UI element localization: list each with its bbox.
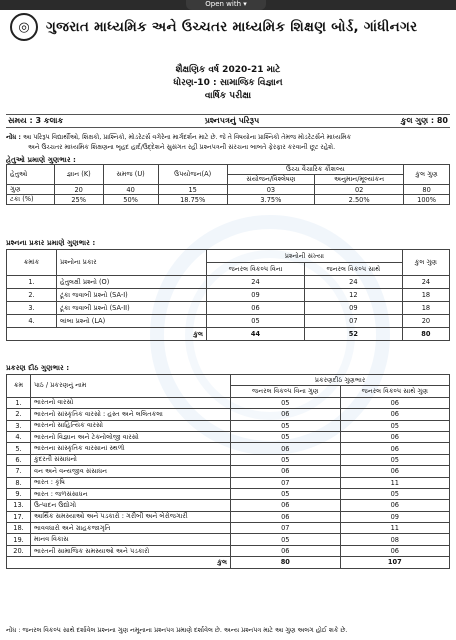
cell: 4. [7, 315, 57, 328]
cell-with: 06 [340, 409, 449, 420]
cell: 06 [207, 302, 305, 315]
cell: 24 [207, 276, 305, 289]
cell-no: 2. [7, 409, 31, 420]
header-without: જનરલ વિકલ્પ વિના [207, 263, 305, 276]
cell: 80 [404, 185, 450, 195]
cell-without: 06 [231, 545, 341, 556]
row-label: ટકા (%) [7, 195, 55, 205]
cell: 80 [402, 328, 449, 341]
cell-without: 05 [231, 431, 341, 442]
header-synthesis: સંયોજન/વિશ્લેષણ [227, 175, 315, 185]
cell: 15 [158, 185, 227, 195]
cell: 40 [103, 185, 158, 195]
table-row [7, 477, 450, 488]
cell-name: આર્થિક સમસ્યાઓ અને પડકારો : ગરીબી અને બેરોજગારી [31, 511, 231, 522]
cell: 09 [304, 302, 402, 315]
cell: 03 [227, 185, 315, 195]
cell-no: 18. [7, 523, 31, 534]
cell: 09 [207, 289, 305, 302]
table-row [7, 195, 450, 205]
header-hots: ઉચ્ચ વૈચારિક કૌશલ્ય [227, 165, 404, 175]
cell-without: 05 [231, 488, 341, 499]
objectives-table [6, 164, 450, 205]
cell: 50% [103, 195, 158, 205]
question-types-title: પ્રશ્નના પ્રકાર પ્રમાણે ગુણભાર : [6, 238, 96, 247]
academic-year: શૈક્ષણિક વર્ષ 2020-21 માટે [175, 65, 281, 75]
cell-no: 9. [7, 488, 31, 499]
cell-no: 19. [7, 534, 31, 545]
cell: 100% [404, 195, 450, 205]
cell-no: 20. [7, 545, 31, 556]
table-row [7, 500, 450, 511]
cell: લાંબા પ્રશ્નો (LA) [57, 315, 207, 328]
cell-no: 8. [7, 477, 31, 488]
cell-no: 3. [7, 420, 31, 431]
meta-row [6, 114, 450, 128]
cell-without: 05 [231, 397, 341, 408]
cell-name: ઉત્પાદન ઉદ્યોગો [31, 500, 231, 511]
cell: 18 [402, 302, 449, 315]
cell-with: 09 [340, 511, 449, 522]
cell-no: 6. [7, 454, 31, 465]
cell-with: 06 [340, 545, 449, 556]
cell-name: ભારતનો વિજ્ઞાન અને ટેક્નોલોજી વારસો [31, 431, 231, 442]
cell: 3.75% [227, 195, 315, 205]
cell: 02 [315, 185, 404, 195]
cell-with: 06 [340, 443, 449, 454]
cell-name: ભારતના સાંસ્કૃતિક વારસાનાં સ્થળો [31, 443, 231, 454]
footer-note: નોંધ : જનરલ વિકલ્પ સાથે દર્શાવેલ પ્રશ્નના ગુણ નમૂનાના પ્રશ્નપત્ર પ્રમાણે દર્શાવેલ છે. અન્ય પ્રશ્નપત્ર માટે આ ગુણ અલગ હોઈ શકે છે. [6, 626, 348, 634]
table-row [7, 409, 450, 420]
open-with-button[interactable]: Open with ▾ [186, 0, 266, 10]
instruction-note [6, 132, 450, 152]
exam-title: વાર્ષિક પરીક્ષા [204, 91, 252, 101]
cell: ટૂંકા જવાબી પ્રશ્નો (SA-II) [57, 302, 207, 315]
header-with: જનરલ વિકલ્પ સાથે ગુણ [340, 386, 449, 397]
header-total: કુલ ગુણ [402, 250, 449, 276]
header-weight: પ્રકરણદીઠ ગુણભાર [231, 375, 450, 386]
cell-name: ભારતની સામાજિક સમસ્યાઓ અને પડકારો [31, 545, 231, 556]
header-without: જનરલ વિકલ્પ વિના ગુણ [231, 386, 341, 397]
cell-name: કુદરતી સંસાધનો [31, 454, 231, 465]
chapters-title: પ્રકરણ દીઠ ગુણભાર : [6, 363, 70, 372]
cell: 24 [402, 276, 449, 289]
cell-name: ભારતનો વારસો [31, 397, 231, 408]
cell: 25% [54, 195, 103, 205]
cell-with: 11 [340, 523, 449, 534]
cell-name: ભારતનો સાંસ્કૃતિક વારસો : હસ્ત અને લલિતકલા [31, 409, 231, 420]
table-row [7, 431, 450, 442]
table-row [7, 289, 450, 302]
header-total: કુલ ગુણ [404, 165, 450, 185]
cell-with: 05 [340, 488, 449, 499]
cell: 20 [54, 185, 103, 195]
cell-without: 07 [231, 477, 341, 488]
cell-without: 06 [231, 511, 341, 522]
cell-no: 7. [7, 466, 31, 477]
cell: 12 [304, 289, 402, 302]
board-name: ગુજરાત માધ્યમિક અને ઉચ્ચતર માધ્યમિક શિક્ષણ બોર્ડ, ગાંધીનગર [46, 19, 418, 35]
cell: 18.75% [158, 195, 227, 205]
cell: 44 [207, 328, 305, 341]
cell: 52 [304, 328, 402, 341]
blueprint-label: પ્રશ્નપત્રનું પરિરૂપ [204, 116, 260, 125]
header-objective: હેતુઓ [7, 165, 55, 185]
cell-without: 05 [231, 454, 341, 465]
table-row [7, 511, 450, 522]
table-row [7, 185, 450, 195]
header-no: ક્રમાંક [7, 250, 57, 276]
cell-without: 05 [231, 534, 341, 545]
header-understanding: સમજ (U) [103, 165, 158, 185]
cell: હેતુલક્ષી પ્રશ્નો (O) [57, 276, 207, 289]
table-row [7, 534, 450, 545]
note-line-2: અને ઉચ્ચતર માધ્યમિક શિક્ષણના બૃહદ હાર્દ/ઉદ્દેશને સુસંગત રહી પ્રશ્નપત્રની સંરચના બાબતે ફેરફાર કરવાની છૂટ રહેશે. [28, 143, 336, 151]
cell: 05 [207, 315, 305, 328]
cell: 2. [7, 289, 57, 302]
question-types-table [6, 249, 450, 341]
exam-time: સમય : 3 કલાક [8, 116, 64, 125]
cell-without: 06 [231, 443, 341, 454]
cell: 1. [7, 276, 57, 289]
cell: 80 [231, 557, 341, 568]
cell-with: 11 [340, 477, 449, 488]
total-label: કુલ [7, 557, 231, 568]
header-knowledge: જ્ઞાન (K) [54, 165, 103, 185]
table-row [7, 315, 450, 328]
cell-name: માનવ વિકાસ [31, 534, 231, 545]
note-label: નોંધ : [6, 133, 21, 141]
row-label: ગુણ [7, 185, 55, 195]
table-row [7, 397, 450, 408]
cell-without: 05 [231, 420, 341, 431]
cell-with: 08 [340, 534, 449, 545]
header-evaluation: અનુમાન/મૂલ્યાંકન [315, 175, 404, 185]
total-row [7, 557, 450, 568]
header-type: પ્રશ્નોના પ્રકાર [57, 250, 207, 276]
header-count: પ્રશ્નોની સંખ્યા [207, 250, 403, 263]
cell: 07 [304, 315, 402, 328]
table-row [7, 488, 450, 499]
cell-with: 05 [340, 454, 449, 465]
cell: 18 [402, 289, 449, 302]
cell-no: 4. [7, 431, 31, 442]
cell-without: 06 [231, 409, 341, 420]
cell: 2.50% [315, 195, 404, 205]
cell-no: 13. [7, 500, 31, 511]
document-header [10, 12, 446, 42]
cell-with: 06 [340, 500, 449, 511]
cell-name: ભારત : કૃષિ [31, 477, 231, 488]
cell-no: 17. [7, 511, 31, 522]
table-row [7, 302, 450, 315]
cell: 20 [402, 315, 449, 328]
total-row [7, 328, 450, 341]
chapters-table [6, 374, 450, 569]
cell-without: 06 [231, 466, 341, 477]
objectives-title: હેતુઓ પ્રમાણે ગુણભાર : [6, 155, 76, 164]
table-row [7, 276, 450, 289]
cell: 3. [7, 302, 57, 315]
table-row [7, 523, 450, 534]
cell: 107 [340, 557, 449, 568]
cell-name: ભારત : જળસંસાધન [31, 488, 231, 499]
cell-with: 06 [340, 397, 449, 408]
cell-no: 5. [7, 443, 31, 454]
cell-with: 05 [340, 420, 449, 431]
total-label: કુલ [7, 328, 207, 341]
note-line-1: આ પરિરૂપ વિદ્યાર્થીઓ, શિક્ષકો, પ્રાશ્નિકો, મોડરેટર્સ વગેરેના માર્ગદર્શન માટે છે. જે તે વિષયોના પ્રાશ્નિકો તેમજ મોડરેટર્સને માધ્યમિક [23, 133, 351, 141]
cell-name: ભાવવધારો અને ગ્રાહકજાગૃતિ [31, 523, 231, 534]
cell: ટૂંકા જવાબી પ્રશ્નો (SA-I) [57, 289, 207, 302]
table-row [7, 420, 450, 431]
subject-title: ધોરણ-10 : સામાજિક વિજ્ઞાન [173, 78, 283, 88]
table-row [7, 454, 450, 465]
cell-name: વન અને વન્યજીવ સંસાધન [31, 466, 231, 477]
table-row [7, 466, 450, 477]
cell-with: 06 [340, 431, 449, 442]
board-logo-icon: ◎ [10, 13, 38, 41]
cell: 24 [304, 276, 402, 289]
header-application: ઉપયોજન(A) [158, 165, 227, 185]
cell-name: ભારતનો સાહિત્યિક વારસો [31, 420, 231, 431]
header-no: ક્રમ [7, 375, 31, 398]
title-block [0, 64, 456, 103]
table-row [7, 545, 450, 556]
cell-without: 06 [231, 500, 341, 511]
header-with: જનરલ વિકલ્પ સાથે [304, 263, 402, 276]
header-name: પાઠ / પ્રકરણનું નામ [31, 375, 231, 398]
cell-without: 07 [231, 523, 341, 534]
chapter-rows [7, 397, 450, 556]
table-row [7, 443, 450, 454]
cell-no: 1. [7, 397, 31, 408]
cell-with: 06 [340, 466, 449, 477]
total-marks: કુલ ગુણ : 80 [400, 116, 448, 125]
